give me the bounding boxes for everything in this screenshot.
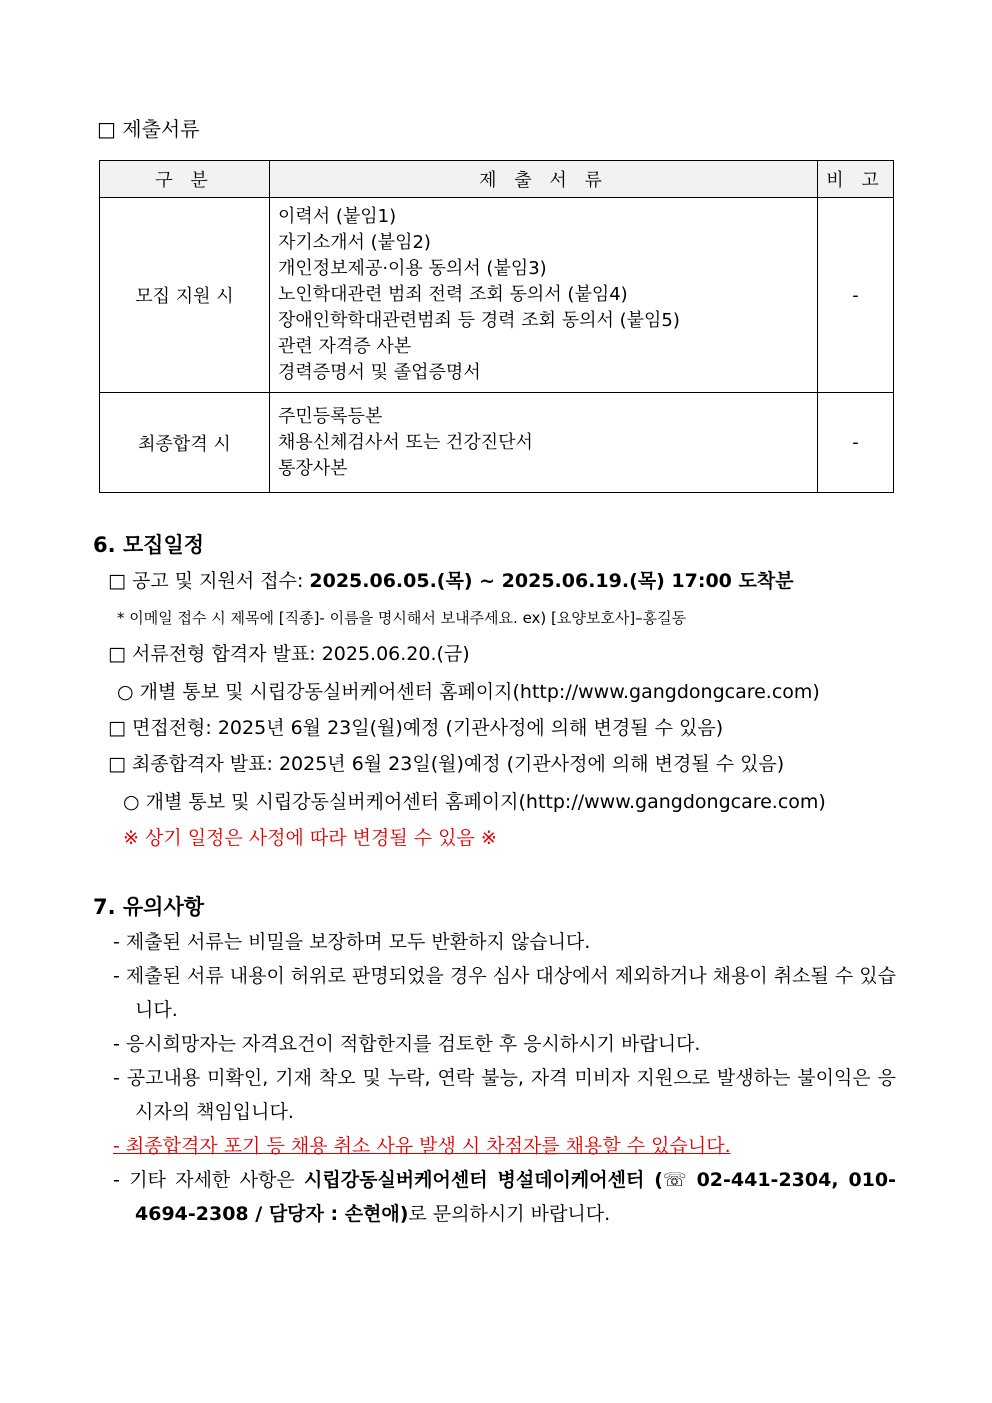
documents-table [99,160,894,493]
document-item: 개인정보제공·이용 동의서 (붙임3) [278,258,547,279]
table-row [100,198,894,393]
application-prefix: □ 공고 및 지원서 접수: [108,570,310,592]
row-category: 최종합격 시 [100,393,270,493]
contact-note [113,1163,896,1231]
document-item: 채용신체검사서 또는 건강진단서 [278,431,533,453]
table-header-row [100,161,894,198]
row-note: - [818,393,894,493]
document-item: 장애인학학대관련범죄 등 경력 조회 동의서 (붙임5) [278,310,680,331]
document-item: 노인학대관련 범죄 전력 조회 동의서 (붙임4) [278,284,628,305]
final-pass-announcement: □ 최종합격자 발표: 2025년 6월 23일(월)예정 (기관사정에 의해 변경될 수 있음) [108,753,785,775]
document-item: 주민등록등본 [278,405,383,427]
note-item: - 제출된 서류는 비밀을 보장하며 모두 반환하지 않습니다. [113,931,591,953]
note-item: - 응시희망자는 자격요건이 적합한지를 검토한 후 응시하시기 바랍니다. [113,1033,701,1055]
row-category: 모집 지원 시 [100,198,270,393]
documents-heading: □ 제출서류 [97,117,200,141]
schedule-change-notice: ※ 상기 일정은 사정에 따라 변경될 수 있음 ※ [123,827,497,849]
email-note: * 이메일 접수 시 제목에 [직종]- 이름을 명시해서 보내주세요. ex) [요양보호사]–홍길동 [117,609,687,627]
application-period-line [108,566,794,593]
row-items [270,198,818,393]
document-item: 관련 자격증 사본 [278,336,412,357]
document-item: 경력증명서 및 졸업증명서 [278,362,481,383]
row-note: - [818,198,894,393]
contact-suffix: 로 문의하시기 바랍니다. [408,1203,611,1225]
contact-details: 시립강동실버케어센터 병설데이케어센터 (☏ 02-441-2304, 010-4694-2308 / 담당자 : 손현애) [135,1169,896,1225]
note-item: - 제출된 서류 내용이 허위로 판명되었을 경우 심사 대상에서 제외하거나 채용이 취소될 수 있습니다. [113,965,896,1021]
note-item: - 공고내용 미확인, 기재 착오 및 누락, 연락 불능, 자격 미비자 지원으로 발생하는 불이익은 응시자의 책임입니다. [113,1067,896,1123]
column-header: 비 고 [818,161,894,198]
column-header: 제 출 서 류 [270,161,818,198]
doc-pass-announcement: □ 서류전형 합격자 발표: 2025.06.20.(금) [108,643,470,665]
document-item: 이력서 (붙임1) [278,206,397,227]
note-item-highlighted: - 최종합격자 포기 등 채용 취소 사유 발생 시 차점자를 채용할 수 있습니다. [113,1135,731,1157]
table-row [100,393,894,493]
row-items [270,393,818,493]
doc-pass-notice: ○ 개별 통보 및 시립강동실버케어센터 홈페이지(http://www.gangdongcare.com) [117,681,820,703]
document-item: 자기소개서 (붙임2) [278,232,431,253]
application-period: 2025.06.05.(목) ~ 2025.06.19.(목) 17:00 도착분 [309,570,794,592]
column-header: 구 분 [100,161,270,198]
contact-prefix: - 기타 자세한 사항은 [113,1169,305,1191]
document-item: 통장사본 [278,457,348,479]
notes-list [113,925,896,1231]
schedule-title: 6. 모집일정 [93,533,205,557]
interview-schedule: □ 면접전형: 2025년 6월 23일(월)예정 (기관사정에 의해 변경될 수 있음) [108,717,724,739]
notes-title: 7. 유의사항 [93,895,205,919]
final-pass-notice: ○ 개별 통보 및 시립강동실버케어센터 홈페이지(http://www.gangdongcare.com) [123,791,826,813]
